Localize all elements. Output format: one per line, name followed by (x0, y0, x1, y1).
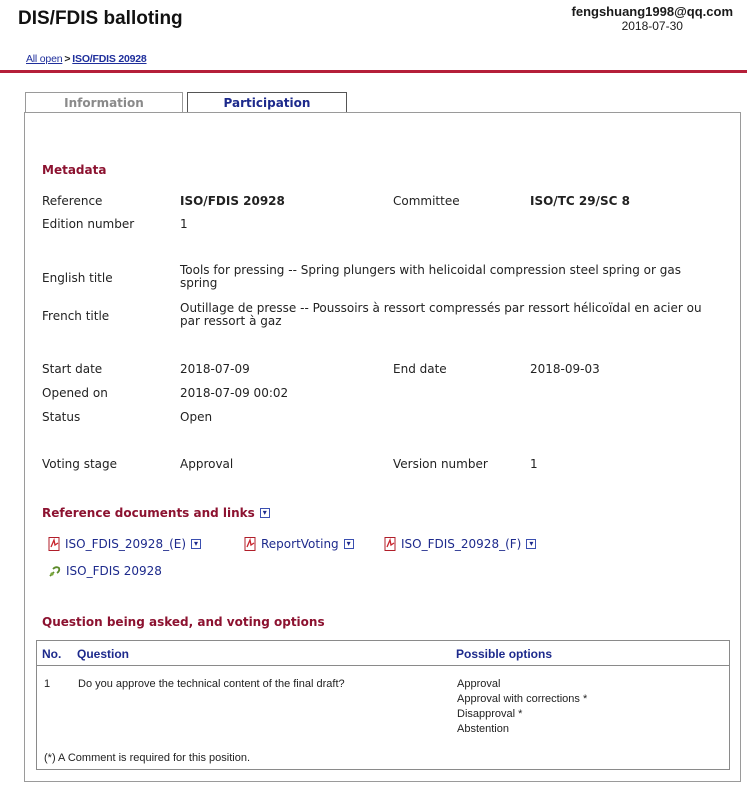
table-header-divider (36, 665, 730, 666)
expand-icon[interactable]: ▾ (191, 539, 201, 549)
edition-label: Edition number (42, 217, 135, 231)
document-name[interactable]: ReportVoting (261, 537, 339, 551)
edition-value: 1 (180, 217, 188, 231)
options-list (457, 677, 587, 737)
expand-icon[interactable]: ▾ (344, 539, 354, 549)
french-title-value: Outillage de presse -- Poussoirs à ressort compressés par ressort hélicoïdal en acier ou par ressort à gaz (180, 301, 702, 328)
reference-docs-heading (42, 506, 270, 520)
reference-label: Reference (42, 194, 103, 208)
expand-icon[interactable]: ▾ (260, 508, 270, 518)
french-title-label: French title (42, 309, 110, 323)
expand-icon[interactable]: ▾ (526, 539, 536, 549)
document-item[interactable] (48, 537, 201, 551)
start-date-label: Start date (42, 362, 103, 376)
question-text: Do you approve the technical content of the final draft? (78, 678, 345, 690)
version-label: Version number (393, 457, 488, 471)
pdf-icon (384, 537, 397, 551)
col-no-header: No. (42, 647, 62, 661)
option-abstention: Abstention (457, 723, 509, 735)
breadcrumb-separator: > (64, 53, 71, 65)
breadcrumb-current[interactable]: ISO/FDIS 20928 (72, 53, 147, 65)
metadata-heading: Metadata (42, 163, 107, 177)
tab-information[interactable]: Information (25, 92, 183, 113)
question-number: 1 (44, 678, 51, 690)
end-date-label: End date (393, 362, 447, 376)
committee-value: ISO/TC 29/SC 8 (530, 194, 630, 208)
footnote: (*) A Comment is required for this position. (44, 752, 251, 764)
link-icon (48, 564, 62, 578)
start-date-value: 2018-07-09 (180, 362, 250, 376)
status-label: Status (42, 410, 81, 424)
user-info (572, 5, 733, 33)
voting-stage-value: Approval (180, 457, 234, 471)
document-name[interactable]: ISO_FDIS_20928_(F) (401, 537, 522, 551)
english-title-value: Tools for pressing -- Spring plungers with helicoidal compression steel spring or gas spring (180, 263, 681, 290)
reference-docs-heading-text: Reference documents and links (42, 506, 255, 520)
reference-value: ISO/FDIS 20928 (180, 194, 285, 208)
english-title-label: English title (42, 271, 113, 285)
opened-on-label: Opened on (42, 386, 108, 400)
pdf-icon (48, 537, 61, 551)
status-value: Open (180, 410, 213, 424)
option-approval: Approval (457, 678, 501, 690)
col-options-header: Possible options (456, 647, 553, 661)
header-divider (0, 70, 747, 73)
committee-label: Committee (393, 194, 460, 208)
breadcrumb (26, 53, 147, 65)
end-date-value: 2018-09-03 (530, 362, 600, 376)
question-heading: Question being asked, and voting options (42, 615, 325, 629)
user-email[interactable]: fengshuang1998@qq.com (571, 4, 733, 19)
link-name[interactable]: ISO_FDIS 20928 (66, 564, 162, 578)
page-title: DIS/FDIS balloting (18, 8, 183, 29)
current-date: 2018-07-30 (621, 19, 683, 33)
pdf-icon (244, 537, 257, 551)
option-approval-with-corrections: Approval with corrections * (457, 693, 588, 705)
document-item[interactable] (244, 537, 354, 551)
breadcrumb-all-open[interactable]: All open (26, 53, 63, 65)
opened-on-value: 2018-07-09 00:02 (180, 386, 289, 400)
voting-stage-label: Voting stage (42, 457, 118, 471)
version-value: 1 (530, 457, 538, 471)
tab-participation[interactable]: Participation (187, 92, 347, 113)
link-item[interactable] (48, 564, 162, 578)
document-name[interactable]: ISO_FDIS_20928_(E) (65, 537, 187, 551)
document-item[interactable] (384, 537, 536, 551)
col-question-header: Question (77, 647, 130, 661)
option-disapproval: Disapproval * (457, 708, 523, 720)
